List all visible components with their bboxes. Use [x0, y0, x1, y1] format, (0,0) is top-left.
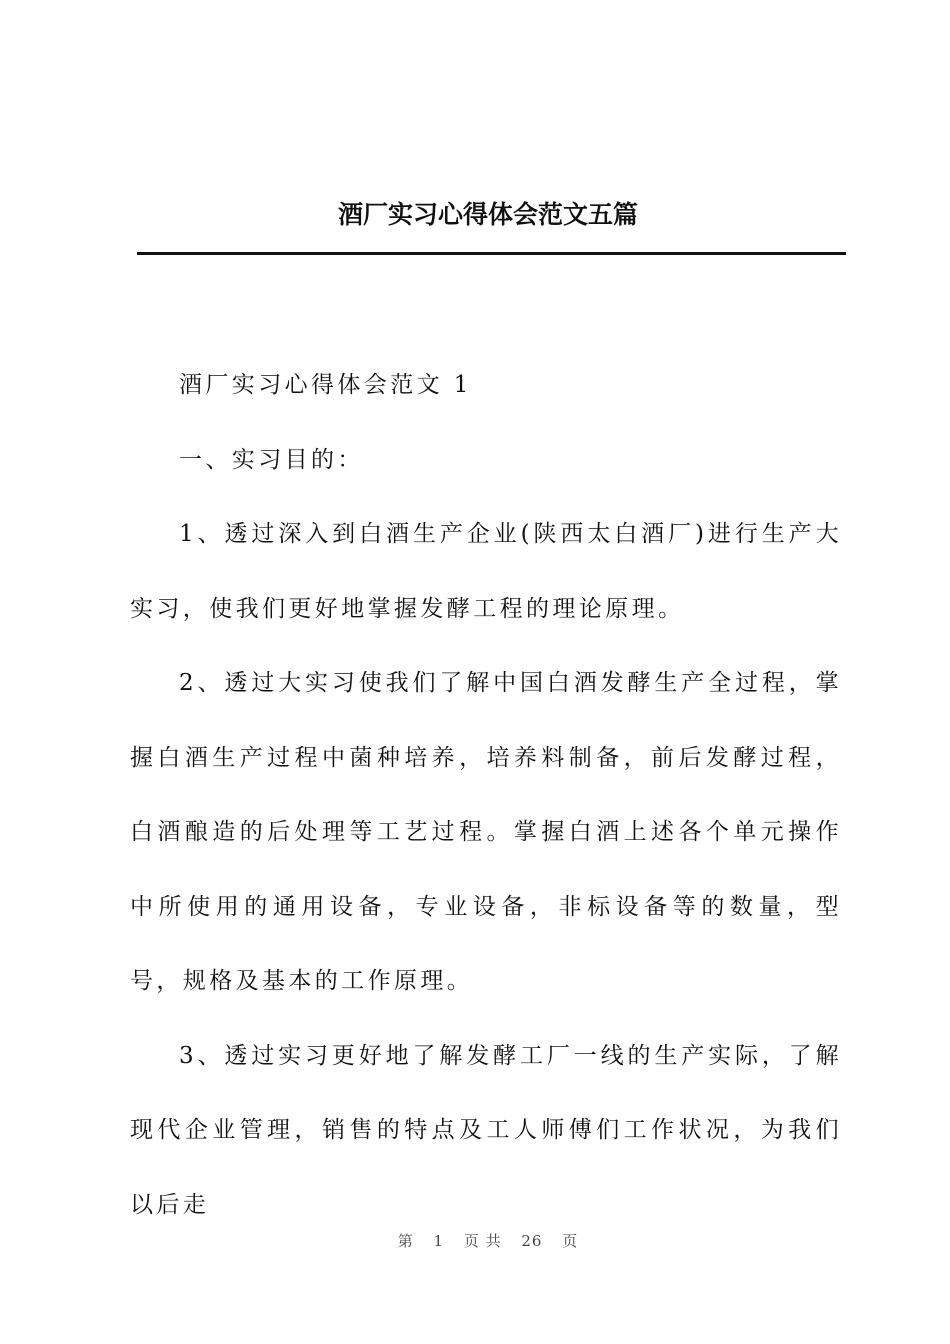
body-paragraph: 1、透过深入到白酒生产企业(陕西太白酒厂)进行生产大实习，使我们更好地掌握发酵工程的理论原理。	[130, 521, 842, 622]
subsection-heading: 一、实习目的：	[179, 446, 364, 473]
document-body	[130, 348, 842, 1242]
body-paragraph: 2、透过大实习使我们了解中国白酒发酵生产全过程，掌握白酒生产过程中菌种培养，培养料制备，前后发酵过程，白酒酿造的后处理等工艺过程。掌握白酒上述各个单元操作中所使用的通用设备，专业设备，非标设备等的数量，型号，规格及基本的工作原理。	[130, 670, 842, 994]
title-underline	[137, 252, 846, 255]
footer-current-page: 1	[433, 1232, 445, 1250]
body-paragraph: 3、透过实习更好地了解发酵工厂一线的生产实际，了解现代企业管理，销售的特点及工人师傅们工作状况，为我们以后走	[130, 1042, 842, 1218]
document-title: 酒厂实习心得体会范文五篇	[337, 200, 638, 229]
footer-label-page: 第	[397, 1232, 414, 1250]
footer-total-pages: 26	[521, 1232, 543, 1250]
footer-label-of: 页 共	[463, 1232, 502, 1250]
footer-label-pages: 页	[562, 1232, 579, 1250]
section-heading: 酒厂实习心得体会范文 1	[179, 372, 472, 398]
page-footer	[0, 1230, 950, 1251]
